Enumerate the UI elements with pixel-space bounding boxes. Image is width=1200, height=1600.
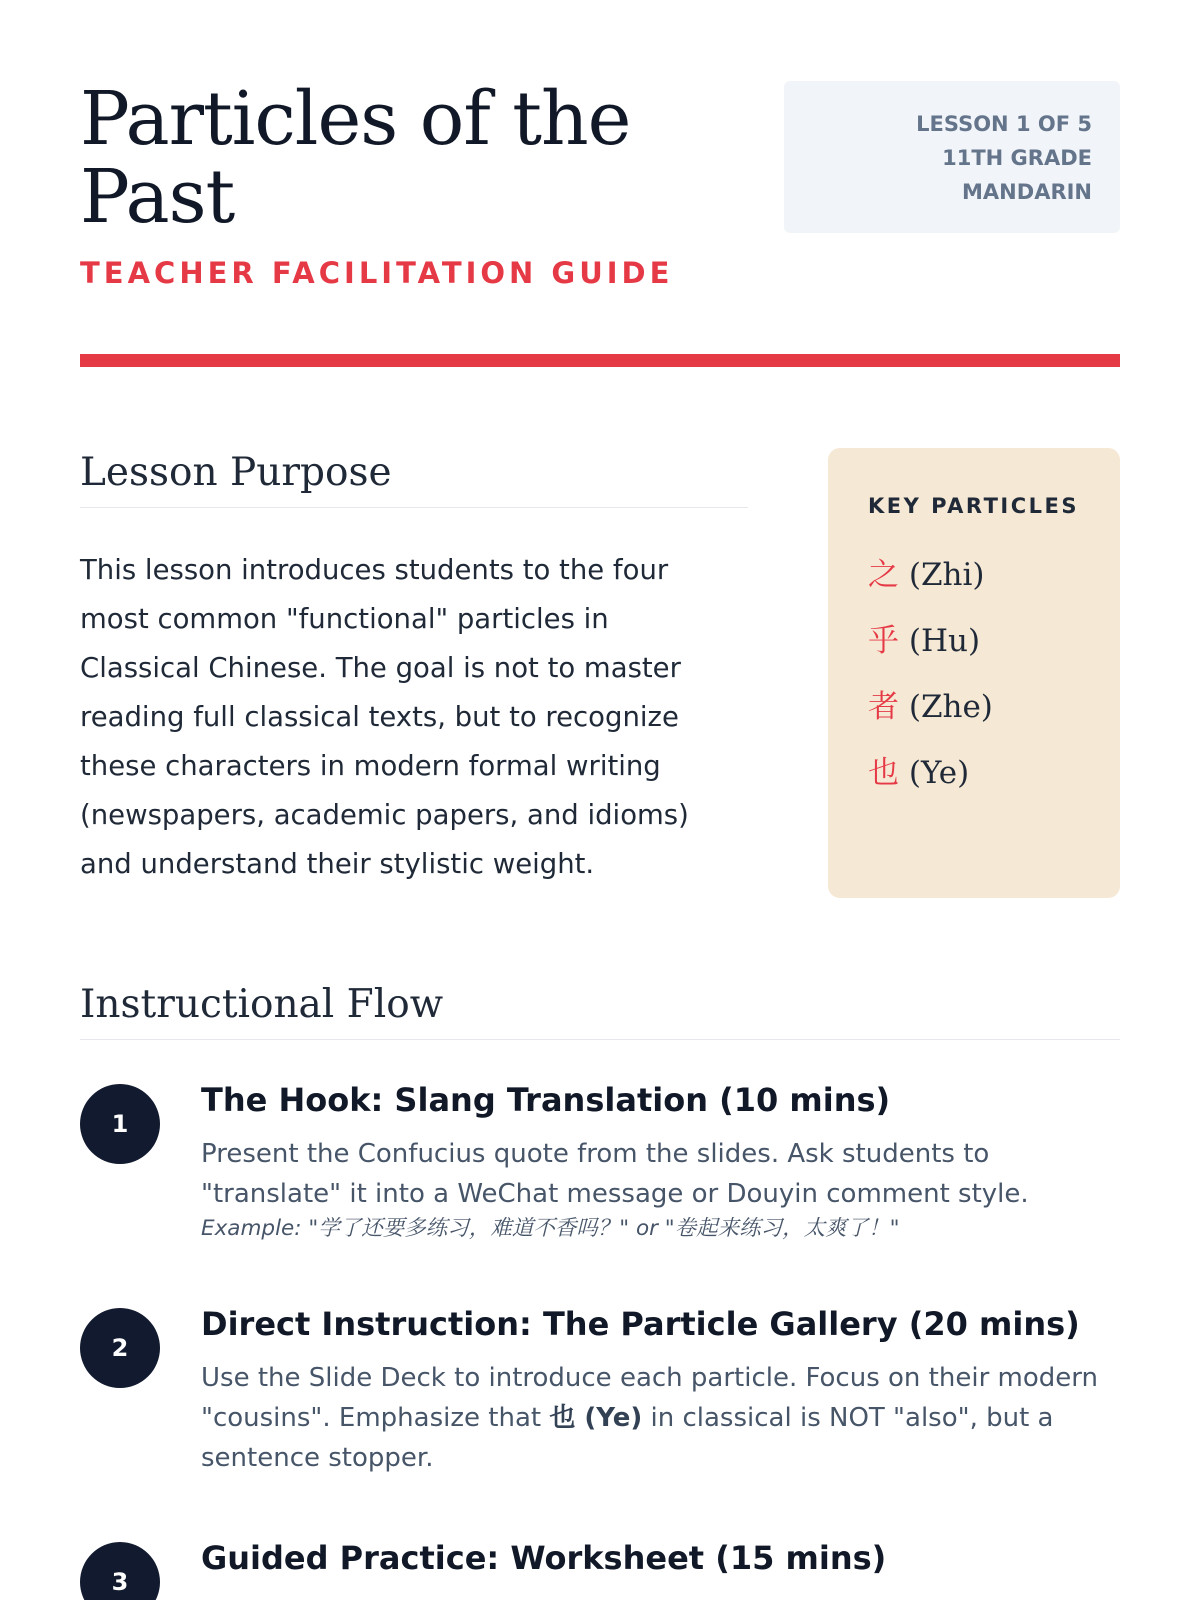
key-particle-zhi xyxy=(868,542,1120,608)
particle-pinyin: (Zhi) xyxy=(908,557,985,593)
subject: MANDARIN xyxy=(962,180,1092,204)
step-item xyxy=(80,1078,1120,1244)
particle-character: 也 xyxy=(868,755,899,791)
step-description-emphasis: 也 (Ye) xyxy=(549,1403,643,1433)
steps-list xyxy=(80,1078,1120,1596)
lesson-meta-box xyxy=(784,81,1120,233)
page-subtitle: TEACHER FACILITATION GUIDE xyxy=(80,256,674,290)
lesson-purpose-heading: Lesson Purpose xyxy=(80,450,748,508)
step-title: Direct Instruction: The Particle Gallery (20 mins) xyxy=(201,1305,1080,1343)
step-number-badge: 2 xyxy=(80,1308,160,1388)
step-title: Guided Practice: Worksheet (15 mins) xyxy=(201,1539,887,1577)
lesson-number: LESSON 1 OF 5 xyxy=(916,112,1092,136)
particle-character: 者 xyxy=(868,689,899,725)
step-item xyxy=(80,1302,1120,1478)
step-title: The Hook: Slang Translation (10 mins) xyxy=(201,1081,891,1119)
step-number-badge: 1 xyxy=(80,1084,160,1164)
particle-pinyin: (Zhe) xyxy=(908,689,993,725)
key-particle-zhe xyxy=(868,674,1120,740)
grade-level: 11TH GRADE xyxy=(942,146,1092,170)
step-description xyxy=(201,1358,1120,1478)
particle-character: 之 xyxy=(868,557,899,593)
step-description: Present the Confucius quote from the slides. Ask students to "translate" it into a WeChat message or Douyin comment style. xyxy=(201,1139,1029,1209)
key-particles-title: KEY PARTICLES xyxy=(868,494,1079,518)
key-particles-box xyxy=(828,448,1120,898)
header-divider xyxy=(80,354,1120,367)
key-particles-list xyxy=(868,542,1120,806)
page-title: Particles of the Past xyxy=(80,76,631,240)
lesson-purpose-section xyxy=(80,450,748,889)
particle-pinyin: (Hu) xyxy=(908,623,981,659)
lesson-purpose-text: This lesson introduces students to the four most common "functional" particles in Classical Chinese. The goal is not to master reading full classical texts, but to recognize these characters in modern formal writing (newspapers, academic papers, and idioms) and understand their stylistic weight. xyxy=(80,554,689,880)
step-number-badge: 3 xyxy=(80,1542,160,1600)
step-item xyxy=(80,1536,1120,1596)
instructional-flow-section xyxy=(80,982,1120,1600)
step-example: Example: "学了还要多练习，难道不香吗？" or "卷起来练习，太爽了！" xyxy=(201,1216,900,1241)
document-header xyxy=(80,76,1120,300)
particle-character: 乎 xyxy=(868,623,899,659)
particle-pinyin: (Ye) xyxy=(908,755,970,791)
key-particle-ye xyxy=(868,740,1120,806)
key-particle-hu xyxy=(868,608,1120,674)
step-description-text-end: in classical is NOT "also", but a sentence stopper. xyxy=(201,1403,1054,1473)
step-description-text: Use the Slide Deck to introduce each particle. Focus on their modern "cousins". Emphasize that xyxy=(201,1363,1098,1433)
instructional-flow-heading: Instructional Flow xyxy=(80,982,1120,1040)
